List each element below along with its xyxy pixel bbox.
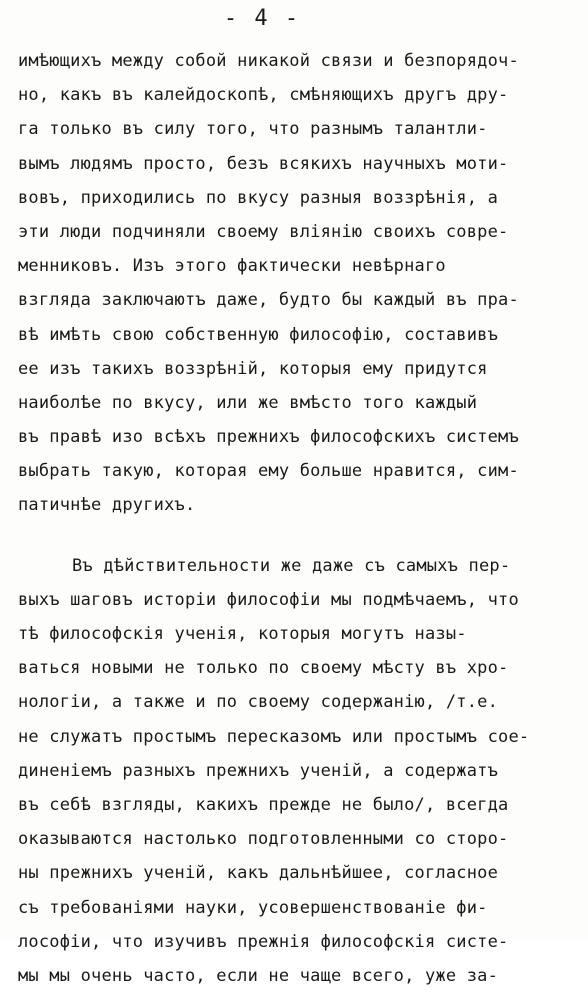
text-line: га только въ силу того, что разнымъ талантли- xyxy=(18,119,488,140)
text-line: ны прежнихъ ученій, какъ дальнѣйшее, согласное xyxy=(18,863,499,884)
text-line: Въ дѣйствительности же даже съ самыхъ пер- xyxy=(72,555,511,576)
text-line: взгляда заключаютъ даже, будто бы каждый въ пра- xyxy=(18,290,519,311)
body-text xyxy=(18,44,574,993)
text-line: съ требованіями науки, усовершенствованіе фи- xyxy=(18,897,488,918)
paragraph-2 xyxy=(18,549,574,993)
text-line: выбрать такую, которая ему больше нравится, сим- xyxy=(18,461,519,482)
text-line: вовъ, приходились по вкусу разныя воззрѣнія, а xyxy=(18,187,499,208)
text-line: въ правѣ изо всѣхъ прежнихъ философскихъ системъ xyxy=(18,427,519,448)
text-line: тѣ философскія ученія, которыя могутъ назы- xyxy=(18,624,467,644)
text-line: патичнѣе другихъ. xyxy=(18,495,196,516)
text-line: но, какъ въ калейдоскопѣ, смѣняющихъ другъ дру- xyxy=(18,85,509,106)
text-line: менниковъ. Изъ этого фактически невѣрнаго xyxy=(18,256,446,277)
text-line: диненіемъ разныхъ прежнихъ ученій, а содержатъ xyxy=(18,760,499,781)
text-line: нологіи, а также и по своему содержанію, /т.е. xyxy=(18,692,499,713)
paragraph-gap xyxy=(18,523,574,549)
text-line: вѣ имѣть свою собственную философію, составивъ xyxy=(18,324,499,345)
text-line: лософіи, что изучивъ прежнія философскія систе- xyxy=(18,931,509,952)
text-line: выхъ шаговъ исторіи философіи мы подмѣчаемъ, что xyxy=(18,589,519,610)
text-line: вымъ людямъ просто, безъ всякихъ научныхъ моти- xyxy=(18,153,509,174)
text-line: не служатъ простымъ пересказомъ или простымъ сое- xyxy=(18,726,530,747)
text-line: оказываются настолько подготовленными со сторо- xyxy=(18,829,509,850)
text-line: имѣющихъ между собой никакой связи и безпорядоч- xyxy=(18,51,519,71)
text-line: ее изъ такихъ воззрѣній, которыя ему придутся xyxy=(18,358,488,379)
paragraph-1 xyxy=(18,44,574,523)
text-line: ваться новыми не только по своему мѣсту въ хро- xyxy=(18,658,509,679)
page-number: - 4 - xyxy=(223,6,301,31)
text-line: эти люди подчиняли своему вліянію своихъ совре- xyxy=(18,221,509,242)
text-line: мы мы очень часто, если не чаще всего, уже за- xyxy=(18,965,499,986)
text-line: въ себѣ взгляды, какихъ прежде не было/, всегда xyxy=(18,794,509,815)
text-line: наиболѣе по вкусу, или же вмѣсто того каждый xyxy=(18,392,478,413)
